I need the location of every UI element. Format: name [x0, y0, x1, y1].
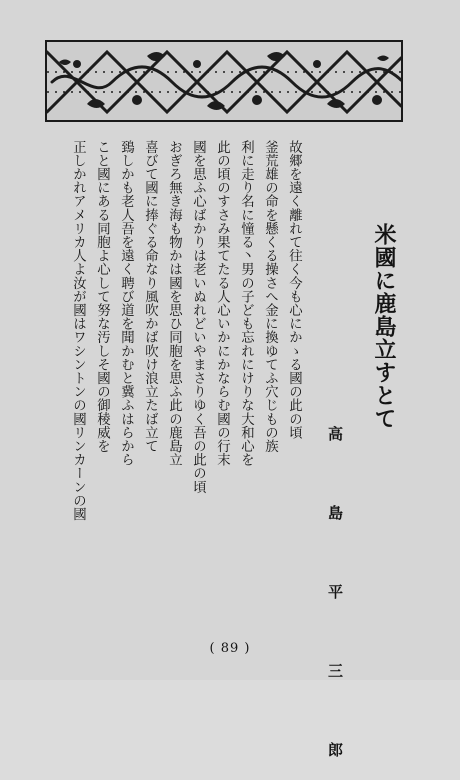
poem-line: 此の頃のすさみ果てたる人心いかにかならむ國の行末	[214, 140, 230, 467]
author-name: 高 島 平 三 郎	[326, 426, 344, 780]
ornament-pattern-icon	[47, 42, 401, 120]
poem-line: 喜びて國に捧ぐる命なり風吹かば吹け浪立たば立て	[142, 140, 158, 453]
poem-line: 國を思ふ心ばかりは老いぬれどいやまさりゆく吾の此の頃	[190, 140, 206, 494]
poem-title: 米國に鹿島立すとて	[371, 223, 397, 430]
poem-line: こと國にある同胞よ心して努な汚しそ國の御稜威を	[94, 140, 110, 453]
poem-line: 正しかれアメリカ人よ汝が國はワシントンの國リンカーンの國	[70, 140, 86, 521]
poem-line: 故郷を遠く離れて往く今も心にかゝる國の此の頃	[286, 140, 302, 440]
poem-line: おぎろ無き海も物かは國を思ひ同胞を思ふ此の鹿島立	[166, 140, 182, 467]
decorative-banner	[45, 40, 403, 122]
poem-line: 鵄しかも老人吾を遠く聘び道を聞かむと冀ふはらから	[118, 140, 134, 467]
page-number: ( 89 )	[209, 641, 251, 656]
poem-line: 利に走り名に憧る丶男の子ども忘れにけりな大和心を	[238, 140, 254, 467]
poem-line: 釜荒雄の命を懸くる操さへ金に換ゆてふ穴じもの族	[262, 140, 278, 453]
